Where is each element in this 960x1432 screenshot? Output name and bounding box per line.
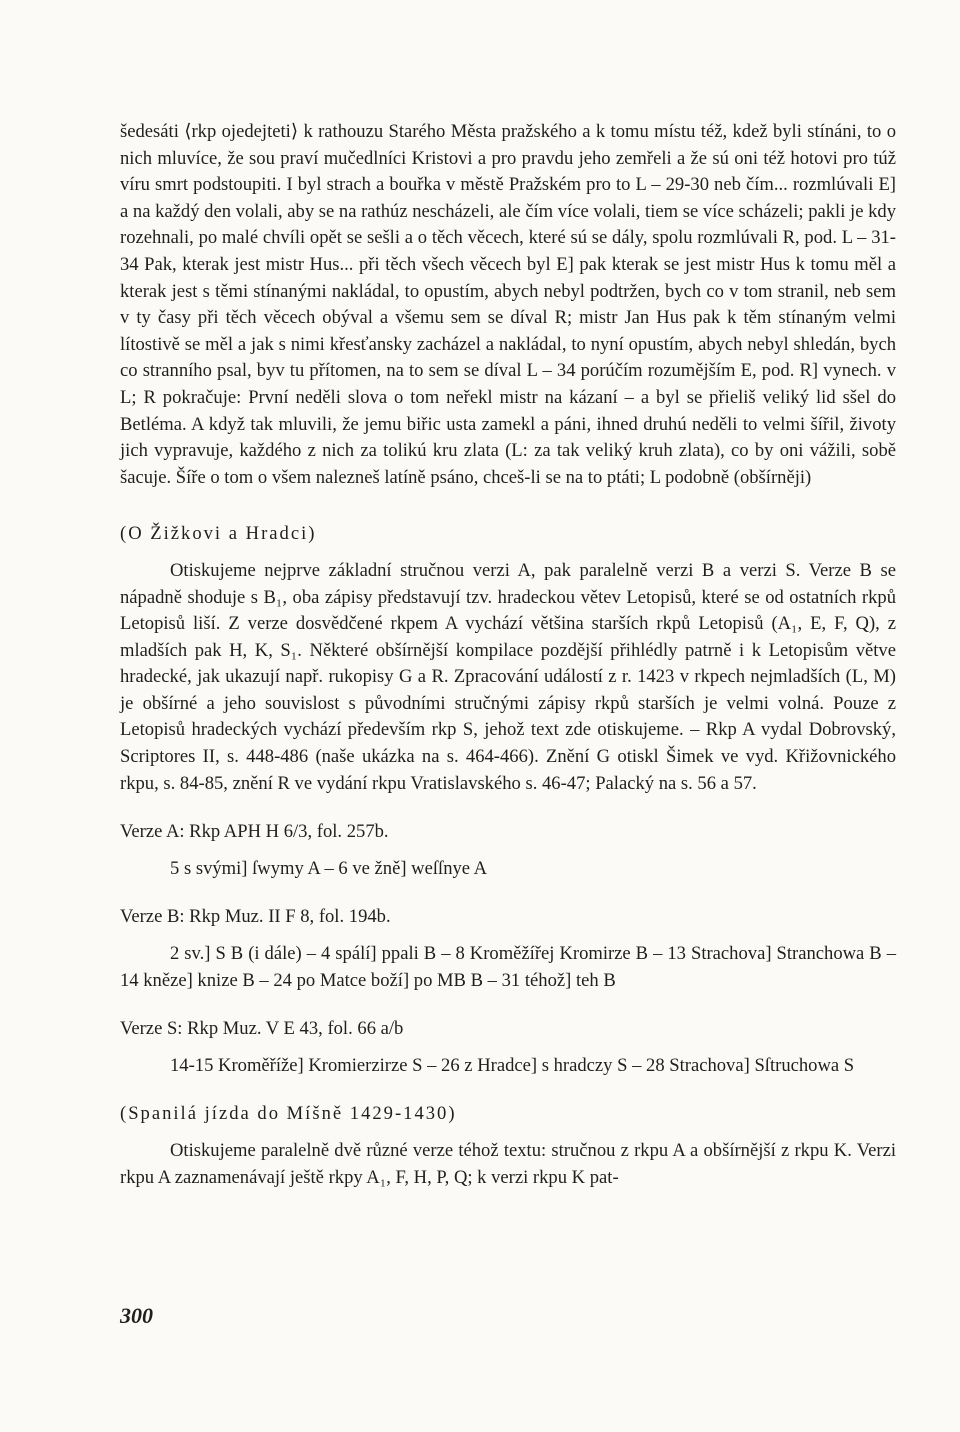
page-number: 300 (120, 1303, 153, 1328)
section-heading-misen: (Spanilá jízda do Míšně 1429-1430) (120, 1103, 457, 1125)
version-b-variants: 2 sv.] S B (i dále) – 4 spálí] ppali B – 8 Kroměžířej Kromirze B – 13 Strachova] Stranchowa B – 14 kněze] knize B – 24 po Matce boží] po MB B – 31 téhož] teh B (120, 943, 896, 991)
section-heading-zizka: (O Žižkovi a Hradci) (120, 523, 317, 545)
paragraph-continuation: šedesáti ⟨rkp ojedejteti⟩ k rathouzu Starého Města pražského a k tomu místu též, kdež byli stínáni, to o nich mluvíce, že sou praví mučedlníci Kristovi a pro pravdu jeho zemřeli a že sú oni též hotovi pro túž víru smrt podstoupiti. I byl strach a bouřka v městě Pražském pro to L – 29-30 neb čím... rozmlúvali E] a na každý den volali, aby se na rathúz nescházeli, ale čím více volali, tiem se více scházeli; pakli je kdy rozehnali, po malé chvíli opět se sešli a o těch věcech, které sú se dály, spolu rozmlúvali R, pod. L – 31-34 Pak, kterak jest mistr Hus... při těch všech věcech byl E] pak kterak se jest mistr Hus k tomu měl a kterak jest s těmi stínanými nakládal, to opustím, abych nebyl podtržen, bych co v tom stranil, neb sem v ty časy při těch věcech obýval a všemu sem se díval R; mistr Jan Hus pak k těm stínaným velmi lítostivě se měl a jak s nimi křesťansky zacházel a nakládal, to nyní opustím, abych nebyl shledán, bych co stranního psal, byv tu přítomen, na to sem se díval L – 34 porúčím rozumějším E, pod. R] vynech. v L; R pokračuje: První neděli slova o tom neřekl mistr na kázaní – a byl se přieliš veliký lid sšel do Betléma. A když tak mluvili, že jemu biřic usta zamekl a páni, ihned druhú neděli to velmi šířil, životy jich vypravuje, každého z nich za tolikú kru zlata (L: za tak veliký kruh zlata), co by oni vážili, sobě šacuje. Šíře o tom o všem nalezneš latíně psáno, chceš-li se na to ptáti; L podobně (obšírněji) (120, 121, 896, 488)
paragraph-intro-zizka: Otiskujeme nejprve základní stručnou verzi A, pak paralelně verzi B a verzi S. Verze B se nápadně shoduje s B₁, oba zápisy představují tzv. hradeckou větev Letopisů, které se od ostatních rkpů Letopisů liší. Z verze dosvědčené rkpem A vychází většina starších rkpů Letopisů (A₁, E, F, Q), z mladších pak H, K, S₁. Některé obšírnější kompilace pozdější přihlédly patrně i k Letopisům větve hradecké, jak ukazují např. rukopisy G a R. Zpracování událostí z r. 1423 v rkpech nejmladších (L, M) je obšírné a jeho souvislost s původními stručnými zápisy rkpů starších je velmi volná. Pouze z Letopisů hradeckých vychází především rkp S, jehož text zde otiskujeme. – Rkp A vydal Dobrovský, Scriptores II, s. 448-486 (naše ukázka na s. 464-466). Znění G otiskl Šimek ve vyd. Křižovnického rkpu, s. 84-85, znění R ve vydání rkpu Vratislavského s. 46-47; Palacký na s. 56 a 57. (120, 559, 896, 794)
paragraph-intro-misen: Otiskujeme paralelně dvě různé verze téhož textu: stručnou z rkpu A a obšírnější z rkpu K. Verzi rkpu A zaznamenávají ještě rkpy A₁, F, H, P, Q; k verzi rkpu K pat- (120, 1140, 896, 1188)
version-a-source: Verze A: Rkp APH H 6/3, fol. 257b. (120, 821, 389, 843)
body-text (120, 119, 896, 1191)
version-s-source: Verze S: Rkp Muz. V E 43, fol. 66 a/b (120, 1018, 404, 1040)
version-s-variants: 14-15 Kroměříže] Kromierzirze S – 26 z Hradce] s hradczy S – 28 Strachova] Sſtruchowa S (170, 1054, 855, 1076)
version-a-variants: 5 s svými] ſwymy A – 6 ve žně] weſſnye A (170, 857, 488, 879)
version-b-source: Verze B: Rkp Muz. II F 8, fol. 194b. (120, 906, 391, 928)
